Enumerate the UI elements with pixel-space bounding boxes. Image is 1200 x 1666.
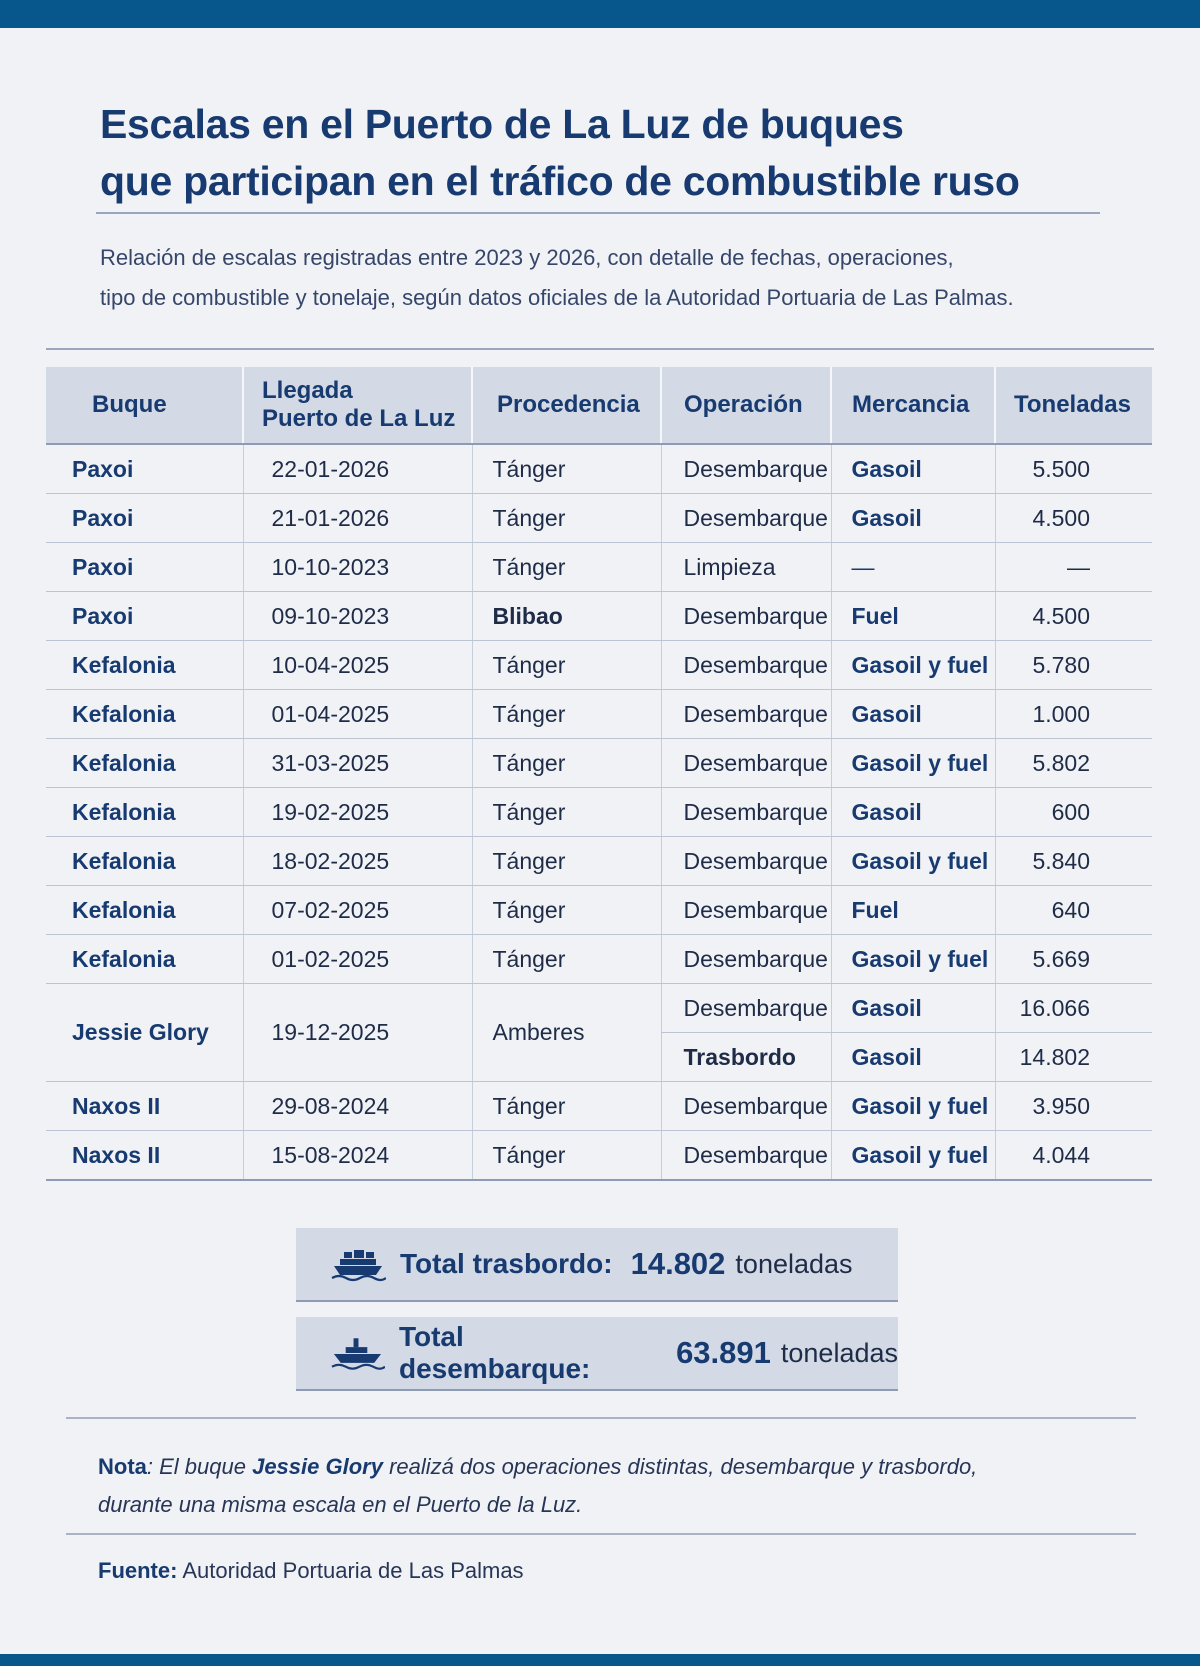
cell-operacion: Desembarque — [661, 1082, 831, 1131]
cell-llegada: 01-04-2025 — [243, 690, 472, 739]
cell-mercancia: Gasoil — [831, 1033, 995, 1082]
table-row — [46, 494, 1152, 543]
note-top-divider — [66, 1417, 1136, 1419]
total-desembarque-box — [296, 1317, 898, 1391]
cell-buque: Paxoi — [46, 592, 243, 641]
cell-mercancia: Gasoil y fuel — [831, 641, 995, 690]
cell-llegada: 09-10-2023 — [243, 592, 472, 641]
cell-mercancia: Gasoil — [831, 444, 995, 494]
source-label: Fuente: — [98, 1558, 178, 1583]
cell-mercancia: Fuel — [831, 592, 995, 641]
cell-toneladas: 4.500 — [995, 494, 1152, 543]
subtitle — [100, 238, 1100, 318]
cell-mercancia: Gasoil y fuel — [831, 739, 995, 788]
ship-icon — [330, 1335, 385, 1371]
cell-mercancia: Gasoil — [831, 984, 995, 1033]
cell-operacion: Desembarque — [661, 837, 831, 886]
cell-operacion: Desembarque — [661, 788, 831, 837]
cell-procedencia: Amberes — [472, 984, 661, 1082]
cell-mercancia: Gasoil y fuel — [831, 837, 995, 886]
page-title-line-1: Escalas en el Puerto de La Luz de buques — [100, 101, 904, 147]
cell-procedencia: Tánger — [472, 690, 661, 739]
column-header-toneladas: Toneladas — [995, 367, 1152, 444]
column-header-procedencia: Procedencia — [472, 367, 661, 444]
table-row — [46, 543, 1152, 592]
table-row — [46, 592, 1152, 641]
cell-operacion: Desembarque — [661, 444, 831, 494]
cell-toneladas: 4.044 — [995, 1131, 1152, 1181]
cell-procedencia: Tánger — [472, 494, 661, 543]
cell-procedencia: Tánger — [472, 1131, 661, 1181]
cell-toneladas: — — [995, 543, 1152, 592]
note — [98, 1448, 1098, 1524]
note-line-2: durante una misma escala en el Puerto de la Luz. — [98, 1492, 583, 1517]
total-trasbordo-value: 14.802 — [630, 1246, 726, 1281]
cell-operacion: Desembarque — [661, 984, 831, 1033]
table-row — [46, 444, 1152, 494]
cell-procedencia: Blibao — [472, 592, 661, 641]
cell-llegada: 15-08-2024 — [243, 1131, 472, 1181]
cell-llegada: 22-01-2026 — [243, 444, 472, 494]
note-text-after: realizá dos operaciones distintas, desembarque y trasbordo, — [382, 1454, 978, 1479]
cell-llegada: 19-02-2025 — [243, 788, 472, 837]
table-row — [46, 641, 1152, 690]
table-row — [46, 886, 1152, 935]
cell-llegada: 21-01-2026 — [243, 494, 472, 543]
subtitle-line-2: tipo de combustible y tonelaje, según datos oficiales de la Autoridad Portuaria de Las Palmas. — [100, 285, 1014, 310]
cell-buque: Jessie Glory — [46, 984, 243, 1082]
cell-operacion: Desembarque — [661, 690, 831, 739]
cell-operacion: Desembarque — [661, 494, 831, 543]
total-trasbordo-label: Total trasbordo: — [400, 1248, 613, 1279]
cell-mercancia: Gasoil y fuel — [831, 935, 995, 984]
cell-toneladas: 5.500 — [995, 444, 1152, 494]
cell-llegada: 01-02-2025 — [243, 935, 472, 984]
cell-procedencia: Tánger — [472, 788, 661, 837]
note-label: Nota — [98, 1454, 147, 1479]
cell-toneladas: 1.000 — [995, 690, 1152, 739]
cell-buque: Kefalonia — [46, 837, 243, 886]
cell-procedencia: Tánger — [472, 935, 661, 984]
cell-toneladas: 5.802 — [995, 739, 1152, 788]
cell-operacion: Trasbordo — [661, 1033, 831, 1082]
title-divider — [96, 212, 1100, 214]
cell-llegada: 31-03-2025 — [243, 739, 472, 788]
cell-mercancia: Gasoil — [831, 690, 995, 739]
cell-toneladas: 14.802 — [995, 1033, 1152, 1082]
table-row — [46, 788, 1152, 837]
cell-llegada: 07-02-2025 — [243, 886, 472, 935]
total-trasbordo-unit: toneladas — [735, 1248, 853, 1279]
cell-toneladas: 600 — [995, 788, 1152, 837]
table-row — [46, 1082, 1152, 1131]
cell-mercancia: Gasoil y fuel — [831, 1131, 995, 1181]
cell-buque: Naxos II — [46, 1131, 243, 1181]
cell-procedencia: Tánger — [472, 886, 661, 935]
total-desembarque-value: 63.891 — [676, 1335, 771, 1370]
table-row — [46, 1131, 1152, 1181]
cell-llegada: 19-12-2025 — [243, 984, 472, 1082]
cell-operacion: Desembarque — [661, 739, 831, 788]
note-line-1 — [98, 1448, 1098, 1486]
cell-toneladas: 5.780 — [995, 641, 1152, 690]
cell-buque: Kefalonia — [46, 739, 243, 788]
table-header-row — [46, 367, 1152, 444]
cell-mercancia: — — [831, 543, 995, 592]
table-row-jessie-glory-1 — [46, 984, 1152, 1033]
total-trasbordo-box — [296, 1228, 898, 1302]
cell-toneladas: 4.500 — [995, 592, 1152, 641]
cell-llegada: 10-10-2023 — [243, 543, 472, 592]
cell-toneladas: 640 — [995, 886, 1152, 935]
table-row — [46, 935, 1152, 984]
cell-procedencia: Tánger — [472, 837, 661, 886]
top-accent-bar — [0, 0, 1200, 28]
total-desembarque-label: Total desembarque: — [398, 1321, 591, 1384]
cell-buque: Paxoi — [46, 494, 243, 543]
column-header-llegada: Llegada Puerto de La Luz — [243, 367, 472, 444]
cell-procedencia: Tánger — [472, 641, 661, 690]
cell-buque: Kefalonia — [46, 935, 243, 984]
cell-llegada: 29-08-2024 — [243, 1082, 472, 1131]
cell-toneladas: 5.669 — [995, 935, 1152, 984]
page-title-line-2: que participan en el tráfico de combustible ruso — [100, 158, 1020, 204]
cell-toneladas: 3.950 — [995, 1082, 1152, 1131]
cell-mercancia: Gasoil — [831, 494, 995, 543]
cell-buque: Naxos II — [46, 1082, 243, 1131]
source — [98, 1558, 524, 1584]
cell-procedencia: Tánger — [472, 739, 661, 788]
cell-mercancia: Fuel — [831, 886, 995, 935]
column-header-operacion: Operación — [661, 367, 831, 444]
tanker-ship-icon — [330, 1246, 386, 1282]
cell-toneladas: 5.840 — [995, 837, 1152, 886]
port-calls-table — [46, 367, 1152, 1181]
cell-buque: Paxoi — [46, 444, 243, 494]
cell-buque: Kefalonia — [46, 788, 243, 837]
note-ship-name: Jessie Glory — [252, 1454, 383, 1479]
cell-operacion: Limpieza — [661, 543, 831, 592]
table-row — [46, 837, 1152, 886]
cell-mercancia: Gasoil — [831, 788, 995, 837]
table-row — [46, 739, 1152, 788]
cell-buque: Kefalonia — [46, 641, 243, 690]
cell-procedencia: Tánger — [472, 1082, 661, 1131]
cell-operacion: Desembarque — [661, 641, 831, 690]
cell-buque: Kefalonia — [46, 886, 243, 935]
column-header-buque: Buque — [46, 367, 243, 444]
column-header-mercancia: Mercancia — [831, 367, 995, 444]
cell-mercancia: Gasoil y fuel — [831, 1082, 995, 1131]
cell-operacion: Desembarque — [661, 1131, 831, 1181]
cell-buque: Paxoi — [46, 543, 243, 592]
table-top-divider — [46, 348, 1154, 350]
cell-operacion: Desembarque — [661, 592, 831, 641]
cell-toneladas: 16.066 — [995, 984, 1152, 1033]
cell-procedencia: Tánger — [472, 543, 661, 592]
source-top-divider — [66, 1533, 1136, 1535]
bottom-accent-bar — [0, 1654, 1200, 1666]
cell-operacion: Desembarque — [661, 886, 831, 935]
page-title — [100, 96, 1100, 210]
cell-buque: Kefalonia — [46, 690, 243, 739]
table-row — [46, 690, 1152, 739]
note-text-before: : El buque — [146, 1454, 253, 1479]
cell-procedencia: Tánger — [472, 444, 661, 494]
subtitle-line-1: Relación de escalas registradas entre 2023 y 2026, con detalle de fechas, operaciones, — [100, 245, 954, 270]
source-text: Autoridad Portuaria de Las Palmas — [182, 1558, 524, 1583]
cell-operacion: Desembarque — [661, 935, 831, 984]
cell-llegada: 18-02-2025 — [243, 837, 472, 886]
total-desembarque-unit: toneladas — [780, 1337, 898, 1368]
cell-llegada: 10-04-2025 — [243, 641, 472, 690]
